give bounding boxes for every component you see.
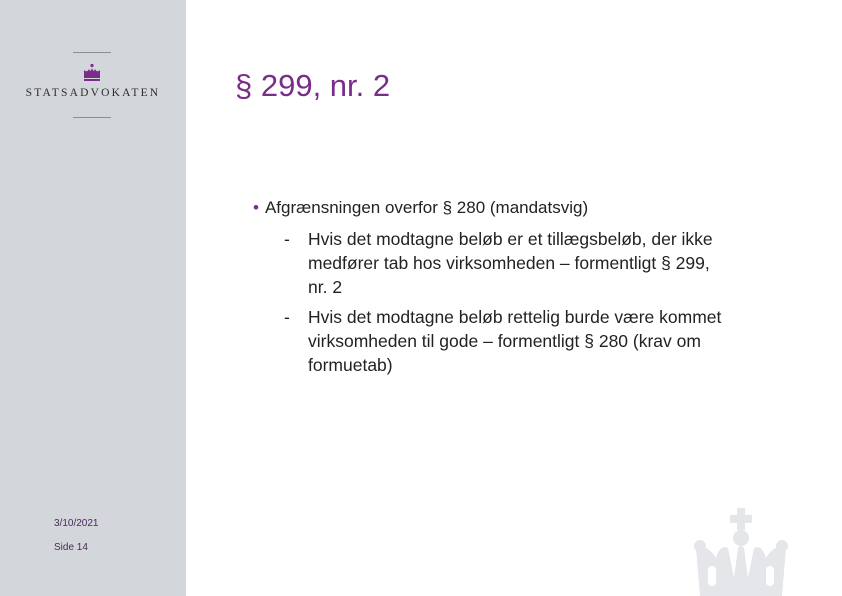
bullet-marker: • bbox=[253, 198, 259, 217]
footer-date: 3/10/2021 bbox=[54, 518, 99, 529]
logo-text: STATSADVOKATEN bbox=[25, 87, 161, 99]
logo-divider-bottom bbox=[73, 117, 111, 118]
crown-watermark-icon bbox=[694, 508, 788, 596]
bullet-item bbox=[253, 198, 588, 218]
sub-item-dash: - bbox=[284, 229, 290, 249]
sub-item-text: Hvis det modtagne beløb rettelig burde være kommet virksomheden til gode – formentligt § 280 (krav om formuetab) bbox=[308, 307, 722, 375]
bullet-text: Afgrænsningen overfor § 280 (mandatsvig) bbox=[264, 198, 589, 217]
sub-item-text: Hvis det modtagne beløb er et tillægsbeløb, der ikke medfører tab hos virksomheden – formentligt § 299, nr. 2 bbox=[308, 229, 713, 297]
logo-divider-top bbox=[73, 52, 111, 53]
slide-title: § 299, nr. 2 bbox=[235, 68, 391, 103]
sidebar bbox=[0, 0, 186, 596]
footer-page-number: Side 14 bbox=[54, 542, 88, 553]
crown-icon bbox=[82, 63, 102, 83]
sub-item-dash: - bbox=[284, 307, 290, 327]
